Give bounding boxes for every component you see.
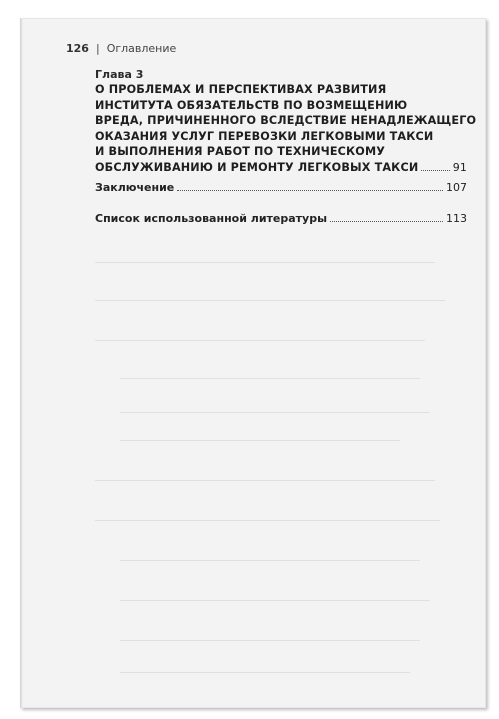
- toc-entry-conclusion[interactable]: [95, 181, 467, 194]
- bleed-through-line: [95, 480, 435, 481]
- toc-entry-page: 113: [446, 212, 467, 225]
- chapter-title-line: ИНСТИТУТА ОБЯЗАТЕЛЬСТВ ПО ВОЗМЕЩЕНИЮ: [95, 98, 408, 112]
- chapter-title-line: ОБСЛУЖИВАНИЮ И РЕМОНТУ ЛЕГКОВЫХ ТАКСИ: [95, 160, 419, 174]
- header-section-title: Оглавление: [106, 42, 177, 55]
- page-edge-shadow: [20, 18, 23, 708]
- chapter-title-line: ОКАЗАНИЯ УСЛУГ ПЕРЕВОЗКИ ЛЕГКОВЫМИ ТАКСИ: [95, 129, 434, 143]
- bleed-through-line: [120, 378, 420, 379]
- leader-dots: [177, 189, 443, 191]
- running-header: [66, 42, 176, 55]
- bleed-through-line: [120, 672, 410, 673]
- bleed-through-line: [120, 640, 420, 641]
- bleed-through-line: [95, 340, 425, 341]
- toc-entry-label: Список использованной литературы: [95, 212, 328, 225]
- chapter-page-number: 91: [452, 160, 467, 174]
- page-number: 126: [66, 42, 89, 55]
- toc-entry-bibliography[interactable]: [95, 212, 467, 225]
- leader-dots: [330, 220, 443, 222]
- bleed-through-line: [95, 520, 440, 521]
- bleed-through-line: [120, 440, 400, 441]
- leader-dots: [421, 169, 449, 171]
- chapter-title-last-line: [95, 160, 467, 176]
- bleed-through-line: [120, 560, 420, 561]
- bleed-through-line: [120, 600, 430, 601]
- chapter-label: Глава 3: [95, 68, 144, 81]
- chapter-title-line: И ВЫПОЛНЕНИЯ РАБОТ ПО ТЕХНИЧЕСКОМУ: [95, 145, 386, 159]
- chapter-title-line: ВРЕДА, ПРИЧИНЕННОГО ВСЛЕДСТВИЕ НЕНАДЛЕЖАЩЕГО: [95, 114, 477, 128]
- toc-entry-label: Заключение: [95, 181, 175, 194]
- bleed-through-line: [120, 412, 430, 413]
- bleed-through-line: [95, 300, 445, 301]
- toc-entry-page: 107: [446, 181, 467, 194]
- bleed-through-line: [95, 262, 435, 263]
- header-separator: |: [95, 42, 100, 55]
- chapter-title-line: О ПРОБЛЕМАХ И ПЕРСПЕКТИВАХ РАЗВИТИЯ: [95, 83, 387, 96]
- chapter-title[interactable]: [95, 82, 477, 176]
